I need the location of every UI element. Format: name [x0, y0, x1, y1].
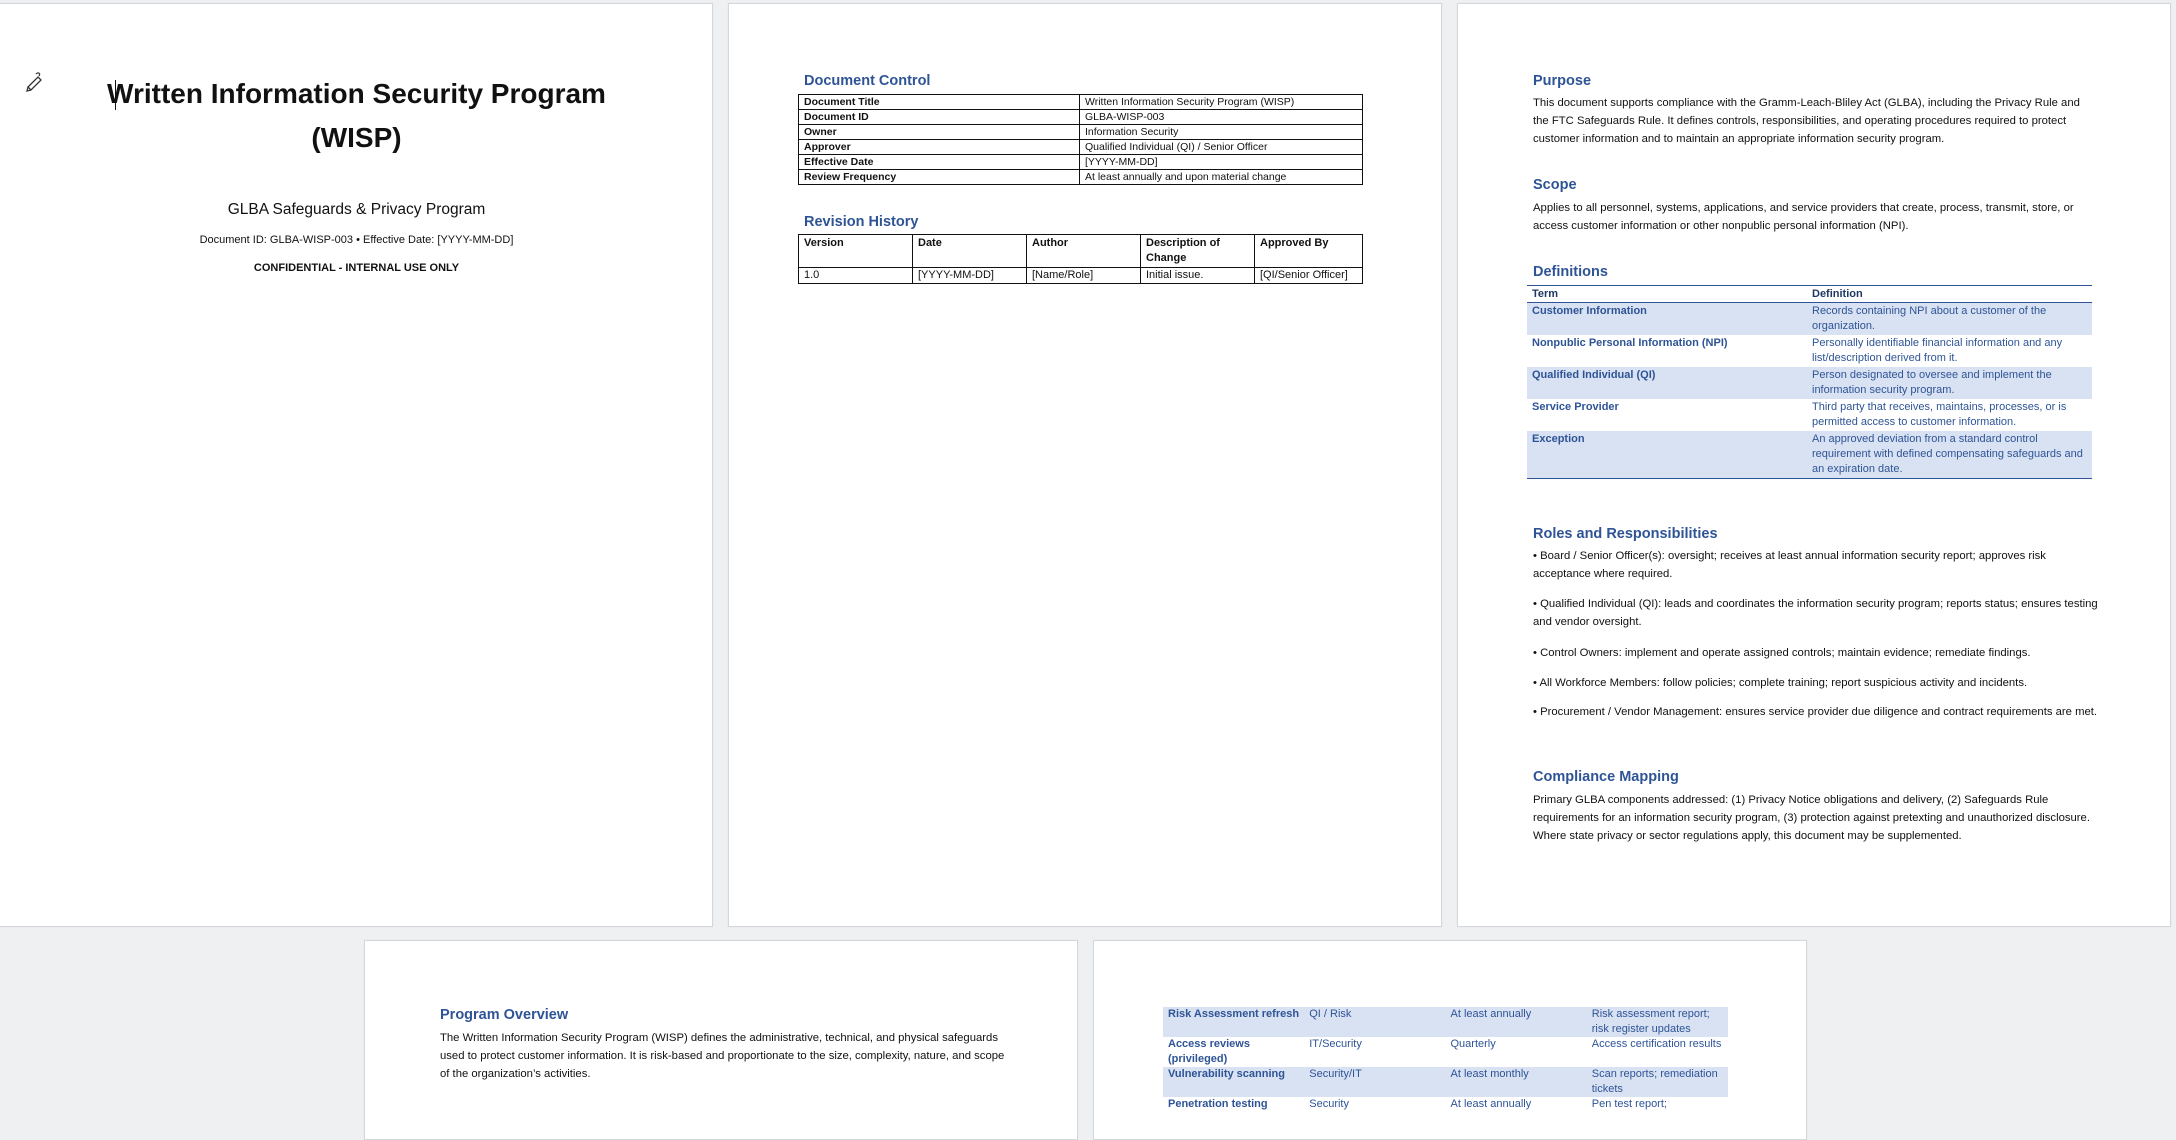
table-row	[1527, 399, 2092, 431]
table-cell[interactable]: 1.0	[799, 268, 913, 284]
table-cell-key[interactable]: Effective Date	[799, 155, 1080, 170]
table-row	[1163, 1067, 1728, 1097]
owner-cell[interactable]: Security/IT	[1304, 1067, 1445, 1097]
table-row	[799, 155, 1363, 170]
term-cell[interactable]: Service Provider	[1532, 401, 1619, 413]
roles-heading[interactable]: Roles and Responsibilities	[1533, 526, 1718, 542]
table-header-row	[799, 235, 1363, 268]
definitions-heading[interactable]: Definitions	[1533, 264, 1608, 280]
document-subtitle[interactable]: GLBA Safeguards & Privacy Program	[227, 201, 486, 218]
table-cell[interactable]: [QI/Senior Officer]	[1255, 268, 1363, 284]
term-cell[interactable]: Customer Information	[1527, 303, 1807, 336]
control-name-cell[interactable]: Penetration testing	[1168, 1098, 1268, 1110]
control-name-cell[interactable]: Vulnerability scanning	[1163, 1067, 1304, 1097]
page-purpose-scope	[1457, 3, 2171, 927]
purpose-text[interactable]: This document supports compliance with the Gramm-Leach-Bliley Act (GLBA), including the Privacy Rule and the FTC Safeguards Rule. It defines controls, responsibilities, and operating procedures required to protect customer information and to maintain an appropriate information security program.	[1533, 97, 2080, 145]
table-cell-value[interactable]: Qualified Individual (QI) / Senior Officer	[1080, 140, 1363, 155]
table-row	[799, 95, 1363, 110]
document-control-table	[798, 94, 1363, 185]
role-bullet[interactable]: • Qualified Individual (QI): leads and coordinates the information security program; reports status; ensures testing and vendor oversight.	[1533, 598, 2098, 628]
compliance-text[interactable]: Primary GLBA components addressed: (1) Privacy Notice obligations and delivery, (2) Safeguards Rule requirements for an information security program, (3) protection against pretexting and unauthorized disclosure. Where state privacy or sector regulations apply, this document may be supplemented.	[1533, 794, 2090, 842]
role-bullet[interactable]: • All Workforce Members: follow policies; complete training; report suspicious activity and incidents.	[1533, 677, 2028, 689]
column-header[interactable]: Term	[1527, 286, 1807, 303]
column-header[interactable]: Date	[913, 235, 1027, 268]
column-header[interactable]: Author	[1027, 235, 1141, 268]
column-header[interactable]: Definition	[1807, 286, 2092, 303]
table-row	[1527, 303, 2092, 336]
term-cell[interactable]: Qualified Individual (QI)	[1527, 367, 1807, 399]
evidence-cell[interactable]: Access certification results	[1591, 1038, 1722, 1050]
table-row	[1527, 431, 2092, 479]
table-cell-value[interactable]: GLBA-WISP-003	[1080, 110, 1363, 125]
column-header[interactable]: Version	[799, 235, 913, 268]
table-row	[799, 268, 1363, 284]
definition-cell[interactable]: Third party that receives, maintains, processes, or is permitted access to customer information.	[1812, 401, 2067, 428]
table-header-row	[1527, 286, 2092, 303]
revision-history-table	[798, 234, 1363, 284]
definitions-table	[1527, 285, 2092, 479]
table-cell-value[interactable]: [YYYY-MM-DD]	[1080, 155, 1363, 170]
table-row	[799, 140, 1363, 155]
owner-cell[interactable]: Security	[1309, 1098, 1349, 1110]
table-cell-value[interactable]: At least annually and upon material change	[1080, 170, 1363, 185]
table-row	[1163, 1037, 1728, 1067]
role-bullet[interactable]: • Board / Senior Officer(s): oversight; receives at least annual information security report; approves risk acceptance where required.	[1533, 550, 2046, 580]
evidence-cell[interactable]: Scan reports; remediation tickets	[1587, 1067, 1728, 1097]
confidential-label[interactable]: CONFIDENTIAL - INTERNAL USE ONLY	[253, 262, 460, 274]
table-cell-key[interactable]: Document Title	[799, 95, 1080, 110]
definition-cell[interactable]: Person designated to oversee and implement the information security program.	[1807, 367, 2092, 399]
control-name-cell[interactable]: Access reviews (privileged)	[1168, 1038, 1250, 1065]
page-control-schedule	[1093, 940, 1807, 1140]
owner-cell[interactable]: QI / Risk	[1304, 1007, 1445, 1037]
table-row	[1527, 367, 2092, 399]
table-row	[1163, 1097, 1728, 1112]
page-program-overview	[364, 940, 1078, 1140]
frequency-cell[interactable]: At least annually	[1446, 1007, 1587, 1037]
column-header[interactable]: Approved By	[1255, 235, 1363, 268]
control-schedule-table	[1163, 1007, 1728, 1112]
definition-cell[interactable]: Personally identifiable financial information and any list/description derived from it.	[1812, 337, 2063, 364]
table-cell-key[interactable]: Owner	[799, 125, 1080, 140]
scope-text[interactable]: Applies to all personnel, systems, applications, and service providers that create, process, transmit, store, or access customer information or other nonpublic personal information (NPI).	[1533, 202, 2074, 232]
table-cell-key[interactable]: Review Frequency	[799, 170, 1080, 185]
frequency-cell[interactable]: At least annually	[1450, 1098, 1532, 1110]
evidence-cell[interactable]: Pen test report;	[1591, 1098, 1667, 1110]
table-row	[1163, 1007, 1728, 1037]
table-cell-value[interactable]: Information Security	[1080, 125, 1363, 140]
table-cell-key[interactable]: Document ID	[799, 110, 1080, 125]
control-name-cell[interactable]: Risk Assessment refresh	[1163, 1007, 1304, 1037]
pen-edit-icon[interactable]	[24, 70, 46, 92]
table-row	[799, 125, 1363, 140]
document-control-heading[interactable]: Document Control	[804, 73, 931, 89]
table-row	[799, 170, 1363, 185]
owner-cell[interactable]: IT/Security	[1309, 1038, 1362, 1050]
purpose-heading[interactable]: Purpose	[1533, 73, 1592, 89]
program-overview-text[interactable]: The Written Information Security Program (WISP) defines the administrative, technical, and physical safeguards used to protect customer information. It is risk-based and proportionate to the size, complexity, nature, and scope of the organization’s activities.	[440, 1032, 1005, 1080]
frequency-cell[interactable]: At least monthly	[1446, 1067, 1587, 1097]
table-cell-value[interactable]: Written Information Security Program (WISP)	[1080, 95, 1363, 110]
document-title[interactable]: Written Information Security Program (WISP)	[107, 78, 606, 153]
term-cell[interactable]: Exception	[1527, 431, 1807, 479]
page-cover	[0, 3, 713, 927]
table-cell[interactable]: Initial issue.	[1141, 268, 1255, 284]
program-overview-heading[interactable]: Program Overview	[440, 1007, 569, 1023]
definition-cell[interactable]: Records containing NPI about a customer of the organization.	[1807, 303, 2092, 336]
column-header[interactable]: Description of Change	[1141, 235, 1255, 268]
document-id-line[interactable]: Document ID: GLBA-WISP-003 • Effective Date: [YYYY-MM-DD]	[199, 234, 514, 246]
table-row	[799, 110, 1363, 125]
revision-history-heading[interactable]: Revision History	[804, 214, 919, 230]
term-cell[interactable]: Nonpublic Personal Information (NPI)	[1532, 337, 1728, 349]
evidence-cell[interactable]: Risk assessment report; risk register updates	[1587, 1007, 1728, 1037]
table-cell[interactable]: [Name/Role]	[1027, 268, 1141, 284]
table-row	[1527, 335, 2092, 367]
role-bullet[interactable]: • Procurement / Vendor Management: ensures service provider due diligence and contract requirements are met.	[1533, 706, 2098, 718]
table-cell-key[interactable]: Approver	[799, 140, 1080, 155]
scope-heading[interactable]: Scope	[1533, 177, 1577, 193]
compliance-heading[interactable]: Compliance Mapping	[1533, 769, 1679, 785]
frequency-cell[interactable]: Quarterly	[1450, 1038, 1496, 1050]
table-cell[interactable]: [YYYY-MM-DD]	[913, 268, 1027, 284]
page-document-control	[728, 3, 1442, 927]
role-bullet[interactable]: • Control Owners: implement and operate assigned controls; maintain evidence; remediate findings.	[1533, 647, 2031, 659]
definition-cell[interactable]: An approved deviation from a standard control requirement with defined compensating safeguards and an expiration date.	[1807, 431, 2092, 479]
